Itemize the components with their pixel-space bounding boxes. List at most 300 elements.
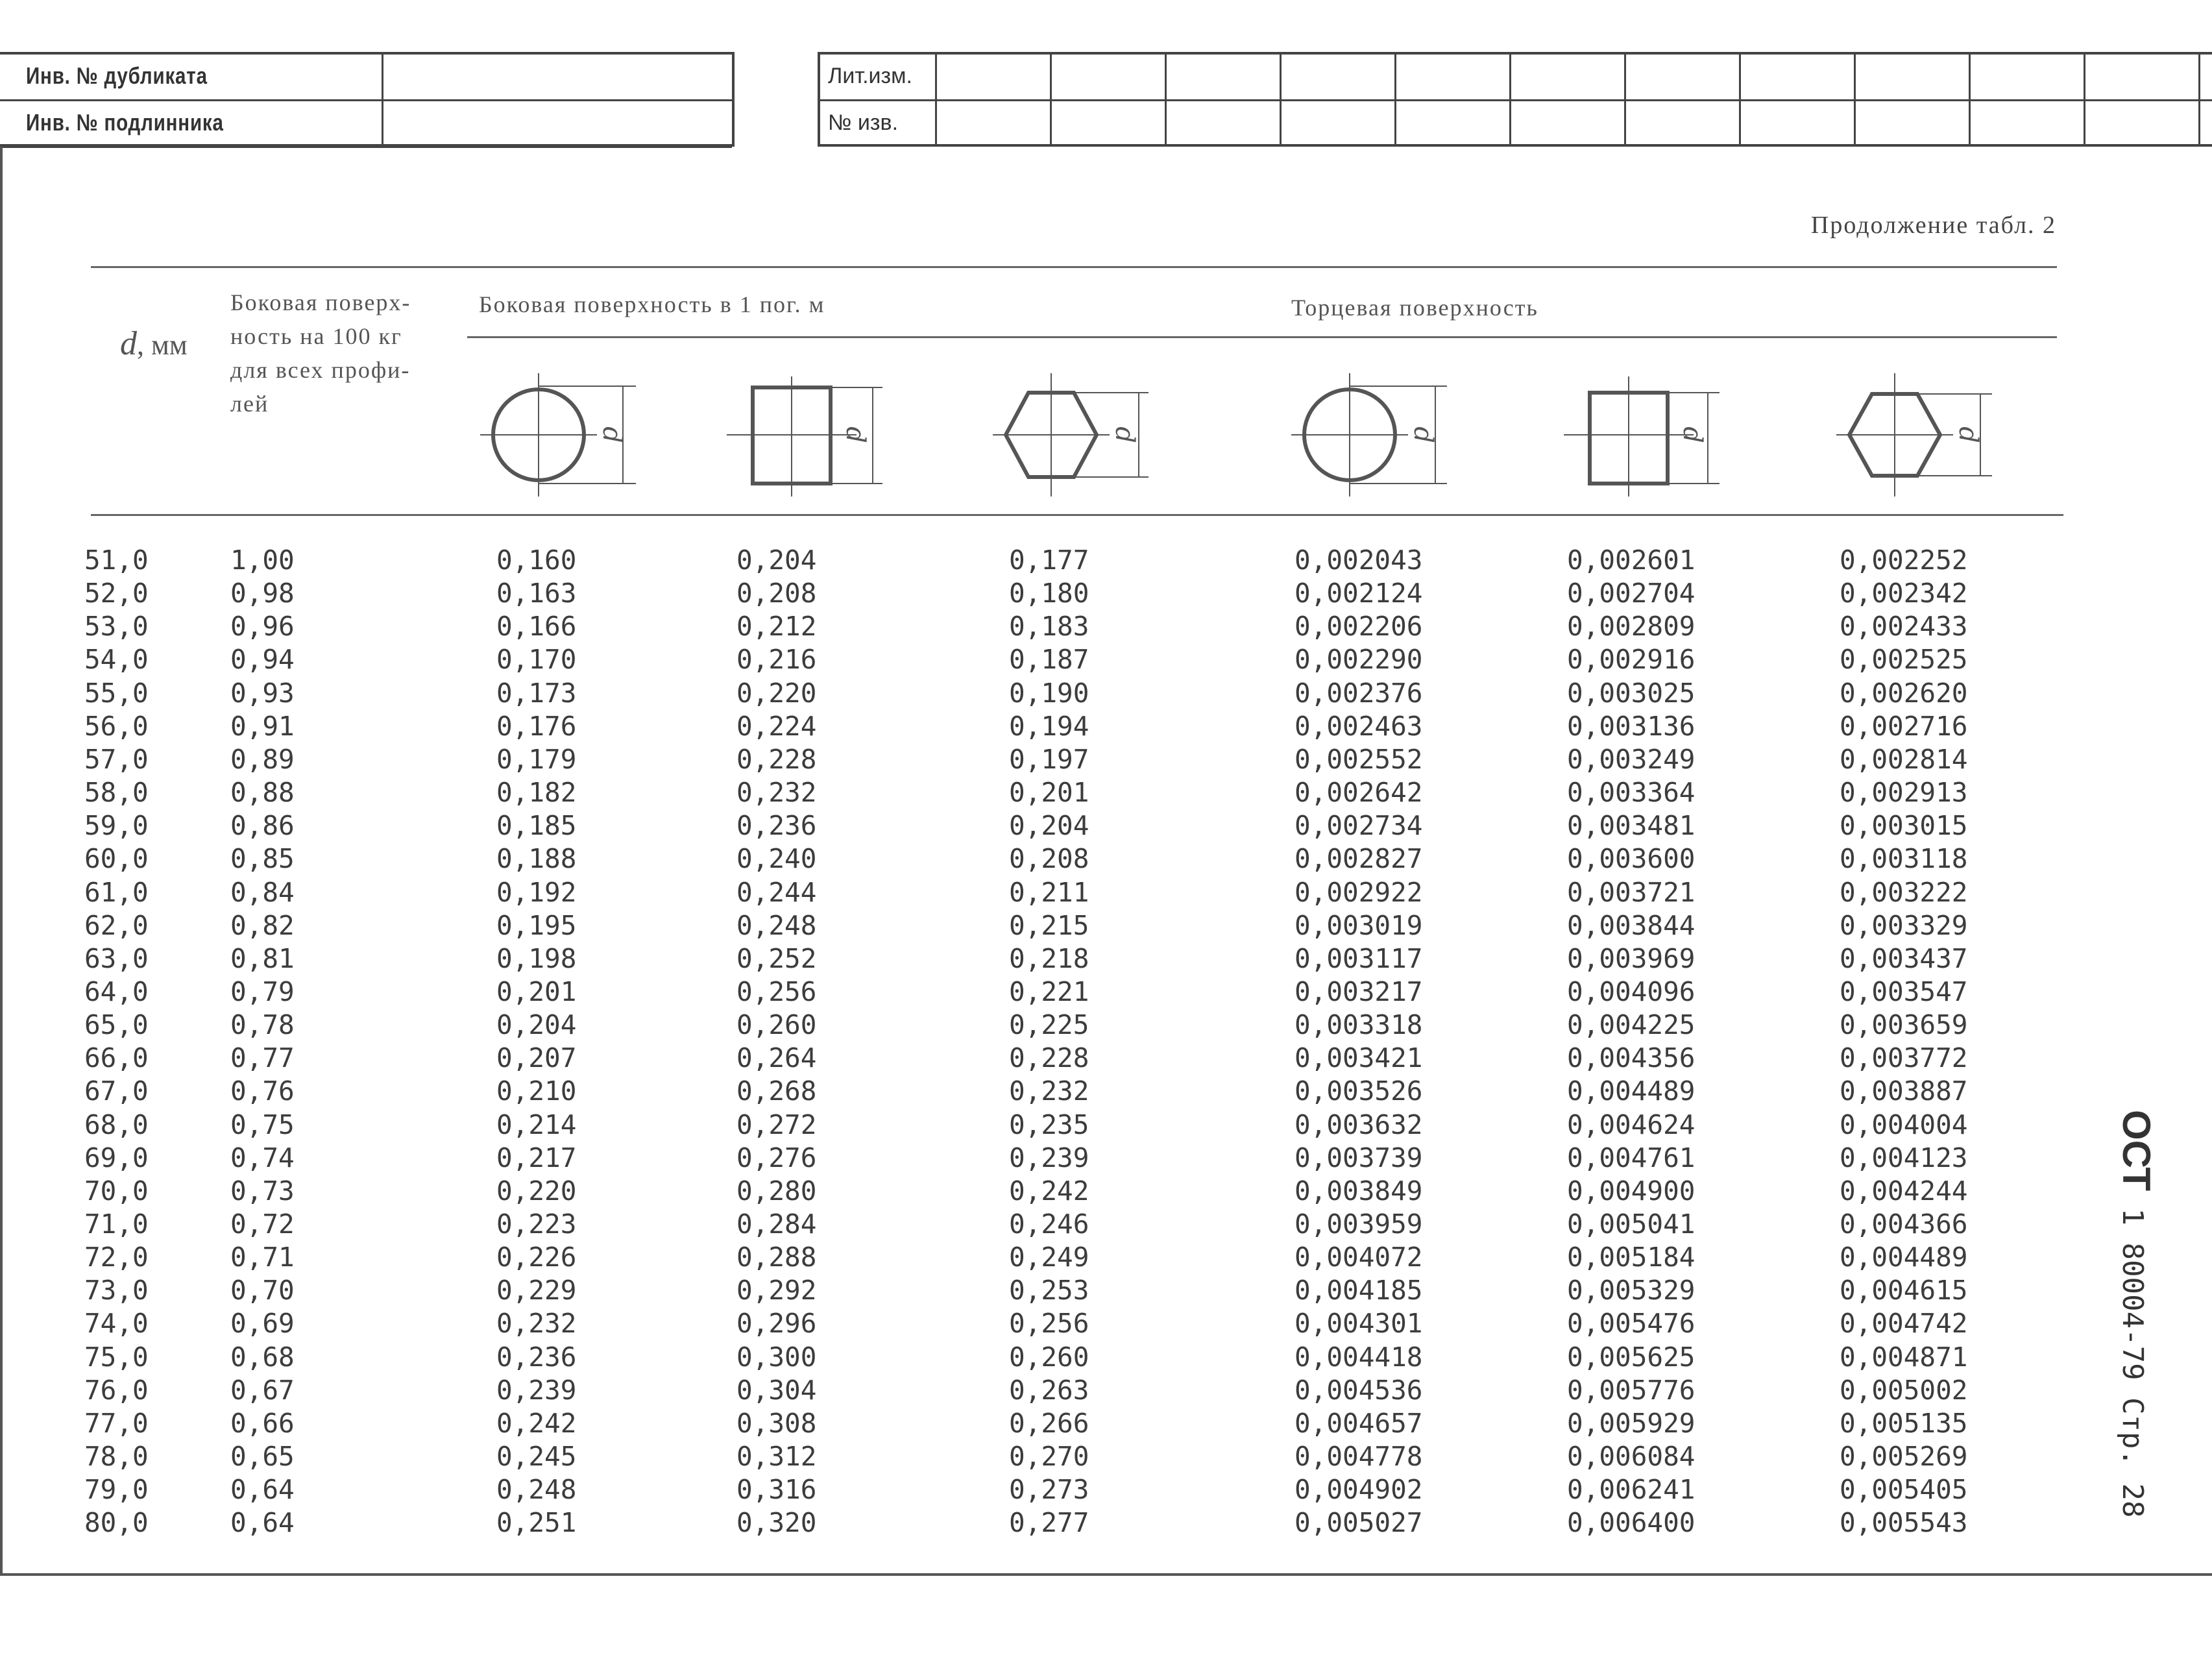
cell-end-square: 0,005184	[1567, 1242, 1695, 1273]
cell-end-round: 0,004418	[1294, 1341, 1423, 1373]
stamp-cell	[1396, 55, 1511, 99]
cell-end-square: 0,003721	[1567, 876, 1695, 908]
table-row	[0, 975, 2076, 1009]
cell-end-square: 0,004761	[1567, 1142, 1695, 1173]
profile-dimension-label: d	[840, 426, 870, 443]
cell-lateral-per-100kg: 0,93	[230, 677, 295, 709]
table-row	[0, 1440, 2076, 1473]
stamp-row-duplicate	[0, 55, 732, 101]
cell-end-round: 0,003959	[1294, 1208, 1423, 1240]
table-row	[0, 710, 2076, 743]
cell-end-square: 0,003136	[1567, 710, 1695, 742]
cell-lateral-hex: 0,260	[1009, 1341, 1089, 1373]
cell-lateral-square: 0,300	[736, 1341, 817, 1373]
cell-lateral-per-100kg: 0,98	[230, 578, 295, 609]
cell-end-square: 0,005776	[1567, 1374, 1695, 1406]
cell-end-square: 0,002809	[1567, 611, 1695, 643]
table-row	[0, 1109, 2076, 1142]
cell-lateral-square: 0,244	[736, 876, 817, 908]
cell-end-round: 0,004778	[1294, 1441, 1423, 1473]
cell-lateral-per-100kg: 0,64	[230, 1507, 295, 1539]
table-subheader-rule	[467, 336, 2057, 338]
cell-diameter: 66,0	[84, 1042, 149, 1074]
cell-lateral-square: 0,268	[736, 1075, 817, 1107]
cell-end-hex: 0,003887	[1840, 1075, 1968, 1107]
cell-lateral-square: 0,288	[736, 1242, 817, 1273]
table-row	[0, 1307, 2076, 1340]
cell-diameter: 55,0	[84, 677, 149, 709]
cell-end-hex: 0,005269	[1840, 1441, 1968, 1473]
cell-lateral-hex: 0,249	[1009, 1242, 1089, 1273]
side-stamp-page: Стр. 28	[2116, 1397, 2149, 1518]
table-row	[0, 942, 2076, 975]
circle-profile-icon	[1291, 367, 1460, 503]
cell-end-square: 0,004356	[1567, 1042, 1695, 1074]
stamp-cell	[1626, 101, 1741, 146]
cell-lateral-hex: 0,204	[1009, 810, 1089, 842]
cell-lateral-hex: 0,208	[1009, 843, 1089, 875]
side-stamp	[2097, 1110, 2169, 1532]
cell-end-round: 0,004657	[1294, 1407, 1423, 1439]
stamp-cell	[1741, 101, 1856, 146]
stamp-cell	[1971, 101, 2085, 146]
cell-diameter: 64,0	[84, 975, 149, 1007]
table-row	[0, 1241, 2076, 1274]
cell-lateral-hex: 0,253	[1009, 1275, 1089, 1306]
cell-end-hex: 0,004742	[1840, 1308, 1968, 1340]
square-profile-icon	[727, 367, 895, 503]
cell-lateral-square: 0,272	[736, 1109, 817, 1140]
cell-end-hex: 0,002814	[1840, 743, 1968, 775]
cell-lateral-per-100kg: 0,64	[230, 1474, 295, 1506]
cell-lateral-per-100kg: 0,88	[230, 777, 295, 809]
cell-end-square: 0,003249	[1567, 743, 1695, 775]
cell-diameter: 53,0	[84, 611, 149, 643]
cell-lateral-round: 0,223	[496, 1208, 577, 1240]
cell-lateral-round: 0,245	[496, 1441, 577, 1473]
cell-end-round: 0,002043	[1294, 545, 1423, 576]
cell-lateral-per-100kg: 0,91	[230, 710, 295, 742]
cell-lateral-square: 0,212	[736, 611, 817, 643]
cell-lateral-per-100kg: 0,89	[230, 743, 295, 775]
cell-lateral-per-100kg: 0,85	[230, 843, 295, 875]
table-row	[0, 1142, 2076, 1175]
table-row	[0, 809, 2076, 842]
cell-diameter: 79,0	[84, 1474, 149, 1506]
cell-lateral-square: 0,280	[736, 1175, 817, 1207]
cell-end-square: 0,002916	[1567, 644, 1695, 676]
table-header-bottom-rule	[91, 514, 2063, 516]
cell-lateral-round: 0,182	[496, 777, 577, 809]
cell-end-round: 0,002206	[1294, 611, 1423, 643]
cell-diameter: 76,0	[84, 1374, 149, 1406]
cell-lateral-round: 0,242	[496, 1407, 577, 1439]
table-row	[0, 1175, 2076, 1208]
cell-lateral-hex: 0,197	[1009, 743, 1089, 775]
cell-lateral-hex: 0,221	[1009, 975, 1089, 1007]
cell-end-hex: 0,004123	[1840, 1142, 1968, 1173]
cell-lateral-round: 0,160	[496, 545, 577, 576]
cell-lateral-round: 0,195	[496, 909, 577, 941]
cell-diameter: 72,0	[84, 1242, 149, 1273]
stamp-cell	[1971, 55, 2085, 99]
profile-dimension-label: d	[1110, 426, 1139, 443]
stamp-label-original: Инв. № подлинника	[26, 109, 224, 136]
cell-lateral-hex: 0,239	[1009, 1142, 1089, 1173]
cell-lateral-square: 0,220	[736, 677, 817, 709]
cell-lateral-round: 0,188	[496, 843, 577, 875]
cell-end-hex: 0,003015	[1840, 810, 1968, 842]
cell-end-round: 0,003526	[1294, 1075, 1423, 1107]
cell-lateral-round: 0,251	[496, 1507, 577, 1539]
cell-lateral-hex: 0,232	[1009, 1075, 1089, 1107]
cell-diameter: 56,0	[84, 710, 149, 742]
cell-end-round: 0,002734	[1294, 810, 1423, 842]
cell-lateral-round: 0,198	[496, 942, 577, 974]
cell-end-round: 0,003217	[1294, 975, 1423, 1007]
cell-lateral-round: 0,226	[496, 1242, 577, 1273]
profile-dimension-label: d	[597, 426, 627, 443]
cell-end-round: 0,003421	[1294, 1042, 1423, 1074]
table-row	[0, 1473, 2076, 1506]
cell-lateral-per-100kg: 0,69	[230, 1308, 295, 1340]
cell-end-round: 0,003318	[1294, 1009, 1423, 1041]
cell-end-square: 0,004900	[1567, 1175, 1695, 1207]
table-row	[0, 776, 2076, 809]
cell-end-hex: 0,005543	[1840, 1507, 1968, 1539]
stamp-label-notice: № изв.	[820, 101, 937, 146]
table-row	[0, 544, 2076, 577]
stamp-cell	[2085, 101, 2200, 146]
cell-lateral-hex: 0,242	[1009, 1175, 1089, 1207]
cell-lateral-round: 0,163	[496, 578, 577, 609]
cell-end-square: 0,002601	[1567, 545, 1695, 576]
stamp-cell	[1282, 55, 1396, 99]
cell-diameter: 65,0	[84, 1009, 149, 1041]
side-stamp-standard: ОСТ	[2115, 1110, 2158, 1192]
cell-end-hex: 0,005135	[1840, 1407, 1968, 1439]
cell-end-round: 0,002463	[1294, 710, 1423, 742]
cell-lateral-per-100kg: 0,78	[230, 1009, 295, 1041]
cell-diameter: 74,0	[84, 1308, 149, 1340]
cell-lateral-square: 0,276	[736, 1142, 817, 1173]
cell-diameter: 58,0	[84, 777, 149, 809]
cell-end-square: 0,003600	[1567, 843, 1695, 875]
cell-lateral-round: 0,214	[496, 1109, 577, 1140]
cell-lateral-square: 0,204	[736, 545, 817, 576]
cell-lateral-hex: 0,273	[1009, 1474, 1089, 1506]
cell-lateral-square: 0,260	[736, 1009, 817, 1041]
cell-lateral-round: 0,236	[496, 1341, 577, 1373]
header-diameter-symbol: d	[120, 325, 137, 362]
cell-end-round: 0,002922	[1294, 876, 1423, 908]
table-row	[0, 577, 2076, 610]
cell-end-round: 0,004301	[1294, 1308, 1423, 1340]
cell-lateral-square: 0,292	[736, 1275, 817, 1306]
square-profile-icon	[1564, 367, 1732, 503]
cell-lateral-square: 0,312	[736, 1441, 817, 1473]
cell-diameter: 51,0	[84, 545, 149, 576]
cell-lateral-hex: 0,228	[1009, 1042, 1089, 1074]
stamp-divider	[382, 55, 383, 144]
cell-lateral-round: 0,207	[496, 1042, 577, 1074]
cell-lateral-hex: 0,180	[1009, 578, 1089, 609]
cell-end-round: 0,005027	[1294, 1507, 1423, 1539]
cell-lateral-hex: 0,235	[1009, 1109, 1089, 1140]
cell-diameter: 54,0	[84, 644, 149, 676]
stamp-row-lit	[820, 55, 2212, 101]
cell-lateral-per-100kg: 0,73	[230, 1175, 295, 1207]
table-row	[0, 1208, 2076, 1241]
cell-lateral-hex: 0,201	[1009, 777, 1089, 809]
cell-end-round: 0,002290	[1294, 644, 1423, 676]
table-row	[0, 876, 2076, 909]
cell-end-square: 0,004489	[1567, 1075, 1695, 1107]
cell-lateral-hex: 0,256	[1009, 1308, 1089, 1340]
cell-end-square: 0,003025	[1567, 677, 1695, 709]
table-row	[0, 610, 2076, 643]
cell-end-round: 0,004536	[1294, 1374, 1423, 1406]
stamp-cell	[1052, 101, 1167, 146]
cell-lateral-round: 0,232	[496, 1308, 577, 1340]
table-row	[0, 643, 2076, 676]
cell-end-round: 0,002827	[1294, 843, 1423, 875]
cell-lateral-per-100kg: 0,79	[230, 975, 295, 1007]
header-diameter	[120, 325, 188, 363]
cell-end-square: 0,006084	[1567, 1441, 1695, 1473]
cell-lateral-per-100kg: 0,70	[230, 1275, 295, 1306]
cell-diameter: 78,0	[84, 1441, 149, 1473]
cell-lateral-hex: 0,266	[1009, 1407, 1089, 1439]
stamp-row-notice	[820, 101, 2212, 146]
cell-end-square: 0,005929	[1567, 1407, 1695, 1439]
cell-lateral-square: 0,264	[736, 1042, 817, 1074]
cell-diameter: 70,0	[84, 1175, 149, 1207]
cell-end-hex: 0,004366	[1840, 1208, 1968, 1240]
cell-lateral-square: 0,236	[736, 810, 817, 842]
cell-end-hex: 0,002342	[1840, 578, 1968, 609]
cell-end-square: 0,004624	[1567, 1109, 1695, 1140]
cell-end-round: 0,004185	[1294, 1275, 1423, 1306]
cell-lateral-round: 0,176	[496, 710, 577, 742]
table-continuation-caption: Продолжение табл. 2	[1810, 212, 2056, 239]
cell-end-square: 0,002704	[1567, 578, 1695, 609]
cell-lateral-per-100kg: 0,86	[230, 810, 295, 842]
cell-lateral-round: 0,217	[496, 1142, 577, 1173]
stamp-cell	[1856, 101, 1971, 146]
cell-end-square: 0,004096	[1567, 975, 1695, 1007]
cell-end-round: 0,004902	[1294, 1474, 1423, 1506]
cell-end-round: 0,003849	[1294, 1175, 1423, 1207]
table-row	[0, 909, 2076, 942]
cell-lateral-hex: 0,211	[1009, 876, 1089, 908]
profile-dimension-label: d	[1408, 426, 1438, 443]
cell-lateral-round: 0,239	[496, 1374, 577, 1406]
stamp-cell	[1167, 55, 1282, 99]
cell-lateral-hex: 0,246	[1009, 1208, 1089, 1240]
table-row	[0, 1341, 2076, 1374]
cell-lateral-hex: 0,215	[1009, 909, 1089, 941]
cell-end-square: 0,006400	[1567, 1507, 1695, 1539]
header-end-surface: Торцевая поверхность	[1291, 295, 1538, 321]
cell-end-hex: 0,003772	[1840, 1042, 1968, 1074]
cell-lateral-square: 0,308	[736, 1407, 817, 1439]
cell-end-round: 0,002124	[1294, 578, 1423, 609]
table-row	[0, 1274, 2076, 1307]
cell-end-hex: 0,002913	[1840, 777, 1968, 809]
cell-diameter: 59,0	[84, 810, 149, 842]
stamp-cell	[1052, 55, 1167, 99]
cell-lateral-round: 0,201	[496, 975, 577, 1007]
cell-end-square: 0,003364	[1567, 777, 1695, 809]
cell-lateral-square: 0,232	[736, 777, 817, 809]
circle-profile-icon	[480, 367, 649, 503]
cell-diameter: 73,0	[84, 1275, 149, 1306]
cell-lateral-per-100kg: 0,76	[230, 1075, 295, 1107]
cell-end-hex: 0,004489	[1840, 1242, 1968, 1273]
cell-end-hex: 0,002620	[1840, 677, 1968, 709]
cell-lateral-per-100kg: 0,82	[230, 909, 295, 941]
cell-lateral-per-100kg: 0,84	[230, 876, 295, 908]
cell-end-hex: 0,004244	[1840, 1175, 1968, 1207]
stamp-inventory	[0, 52, 735, 147]
profile-dimension-label: d	[1677, 426, 1707, 443]
cell-lateral-round: 0,204	[496, 1009, 577, 1041]
header-diameter-unit: , мм	[137, 329, 188, 361]
cell-lateral-square: 0,320	[736, 1507, 817, 1539]
cell-lateral-per-100kg: 0,77	[230, 1042, 295, 1074]
profile-dimension-label: d	[1953, 426, 1983, 443]
cell-end-round: 0,002376	[1294, 677, 1423, 709]
stamp-cell	[1396, 101, 1511, 146]
cell-lateral-square: 0,284	[736, 1208, 817, 1240]
cell-lateral-square: 0,304	[736, 1374, 817, 1406]
side-stamp-number: 1 80004-79	[2116, 1208, 2149, 1380]
cell-lateral-per-100kg: 0,67	[230, 1374, 295, 1406]
cell-lateral-round: 0,192	[496, 876, 577, 908]
cell-end-square: 0,003969	[1567, 942, 1695, 974]
cell-lateral-square: 0,240	[736, 843, 817, 875]
cell-end-square: 0,005625	[1567, 1341, 1695, 1373]
stamp-row-original	[0, 101, 732, 148]
hexagon-profile-icon	[1836, 367, 2005, 503]
stamp-cell	[1741, 55, 1856, 99]
cell-end-square: 0,005329	[1567, 1275, 1695, 1306]
cell-lateral-hex: 0,177	[1009, 545, 1089, 576]
stamp-cell	[1511, 55, 1626, 99]
cell-lateral-square: 0,296	[736, 1308, 817, 1340]
stamp-cell	[2085, 55, 2200, 99]
cell-diameter: 77,0	[84, 1407, 149, 1439]
cell-lateral-hex: 0,218	[1009, 942, 1089, 974]
cell-diameter: 68,0	[84, 1109, 149, 1140]
cell-end-hex: 0,004004	[1840, 1109, 1968, 1140]
cell-lateral-per-100kg: 0,74	[230, 1142, 295, 1173]
cell-end-square: 0,004225	[1567, 1009, 1695, 1041]
cell-end-square: 0,005476	[1567, 1308, 1695, 1340]
cell-lateral-round: 0,166	[496, 611, 577, 643]
cell-diameter: 80,0	[84, 1507, 149, 1539]
table-top-rule	[91, 266, 2057, 268]
cell-diameter: 60,0	[84, 843, 149, 875]
stamp-cell	[1282, 101, 1396, 146]
cell-lateral-round: 0,179	[496, 743, 577, 775]
stamp-cell	[1626, 55, 1741, 99]
cell-end-round: 0,002642	[1294, 777, 1423, 809]
cell-lateral-hex: 0,270	[1009, 1441, 1089, 1473]
cell-lateral-round: 0,185	[496, 810, 577, 842]
cell-lateral-per-100kg: 0,94	[230, 644, 295, 676]
cell-end-hex: 0,003118	[1840, 843, 1968, 875]
header-lateral-per-meter: Боковая поверхность в 1 пог. м	[479, 291, 825, 317]
cell-lateral-square: 0,208	[736, 578, 817, 609]
cell-diameter: 67,0	[84, 1075, 149, 1107]
table-row	[0, 677, 2076, 710]
cell-end-round: 0,003632	[1294, 1109, 1423, 1140]
cell-lateral-square: 0,228	[736, 743, 817, 775]
cell-lateral-hex: 0,183	[1009, 611, 1089, 643]
stamp-cell	[937, 101, 1052, 146]
stamp-revisions	[818, 52, 2212, 147]
cell-lateral-square: 0,248	[736, 909, 817, 941]
cell-end-hex: 0,003222	[1840, 876, 1968, 908]
cell-lateral-round: 0,173	[496, 677, 577, 709]
stamp-label-lit: Лит.изм.	[820, 55, 937, 99]
cell-lateral-hex: 0,277	[1009, 1507, 1089, 1539]
table-row	[0, 1075, 2076, 1108]
cell-end-round: 0,002552	[1294, 743, 1423, 775]
cell-lateral-per-100kg: 0,72	[230, 1208, 295, 1240]
stamp-cell	[1856, 55, 1971, 99]
cell-diameter: 57,0	[84, 743, 149, 775]
cell-end-hex: 0,004871	[1840, 1341, 1968, 1373]
stamp-cell	[937, 55, 1052, 99]
cell-diameter: 52,0	[84, 578, 149, 609]
table-row	[0, 1374, 2076, 1407]
cell-lateral-per-100kg: 0,75	[230, 1109, 295, 1140]
cell-lateral-per-100kg: 0,96	[230, 611, 295, 643]
cell-diameter: 62,0	[84, 909, 149, 941]
cell-lateral-hex: 0,263	[1009, 1374, 1089, 1406]
side-stamp-text	[2114, 1110, 2159, 1518]
cell-end-hex: 0,002525	[1840, 644, 1968, 676]
cell-end-hex: 0,004615	[1840, 1275, 1968, 1306]
cell-end-hex: 0,003329	[1840, 909, 1968, 941]
cell-lateral-hex: 0,190	[1009, 677, 1089, 709]
cell-lateral-square: 0,256	[736, 975, 817, 1007]
cell-lateral-square: 0,216	[736, 644, 817, 676]
cell-lateral-round: 0,229	[496, 1275, 577, 1306]
cell-lateral-per-100kg: 0,81	[230, 942, 295, 974]
cell-end-round: 0,003117	[1294, 942, 1423, 974]
cell-lateral-hex: 0,194	[1009, 710, 1089, 742]
cell-lateral-hex: 0,225	[1009, 1009, 1089, 1041]
cell-lateral-per-100kg: 0,65	[230, 1441, 295, 1473]
cell-diameter: 75,0	[84, 1341, 149, 1373]
cell-diameter: 69,0	[84, 1142, 149, 1173]
cell-end-square: 0,003481	[1567, 810, 1695, 842]
stamp-label-duplicate: Инв. № дубликата	[26, 62, 208, 89]
table-row	[0, 1042, 2076, 1075]
cell-end-round: 0,003019	[1294, 909, 1423, 941]
cell-end-round: 0,003739	[1294, 1142, 1423, 1173]
table-row	[0, 1407, 2076, 1440]
cell-lateral-per-100kg: 0,71	[230, 1242, 295, 1273]
cell-end-hex: 0,005405	[1840, 1474, 1968, 1506]
cell-lateral-round: 0,220	[496, 1175, 577, 1207]
cell-end-square: 0,005041	[1567, 1208, 1695, 1240]
cell-lateral-per-100kg: 0,66	[230, 1407, 295, 1439]
